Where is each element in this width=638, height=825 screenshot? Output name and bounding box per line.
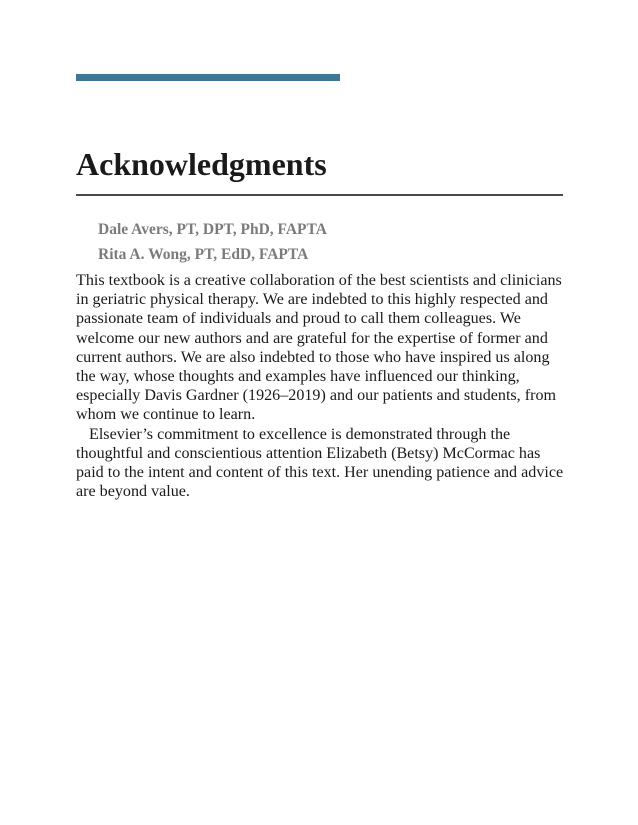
page-title: Acknowledgments (76, 146, 327, 182)
author-name: Dale Avers, PT, DPT, PhD, FAPTA (98, 221, 327, 238)
body-paragraph: Elsevier’s commitment to excellence is demonstrated through the thoughtful and conscientious attention Elizabeth (Betsy) McCormac has paid to the intent and content of this text. Her unending patience and advice are beyond value. (76, 425, 564, 501)
body-paragraph: This textbook is a creative collaboration of the best scientists and clinicians in geriatric physical therapy. We are indebted to this highly respected and passionate team of individuals and proud to call them colleagues. We welcome our new authors and are grateful for the expertise of former and current authors. We are also indebted to those who have inspired us along the way, whose thoughts and examples have influenced our thinking, especially Davis Gardner (1926–2019) and our patients and students, from whom we continue to learn. (76, 272, 562, 424)
chapter-accent-bar (76, 74, 340, 81)
acknowledgments-body (76, 271, 566, 501)
author-list (98, 219, 327, 269)
author-name: Rita A. Wong, PT, EdD, FAPTA (98, 246, 309, 263)
title-divider (76, 194, 563, 196)
